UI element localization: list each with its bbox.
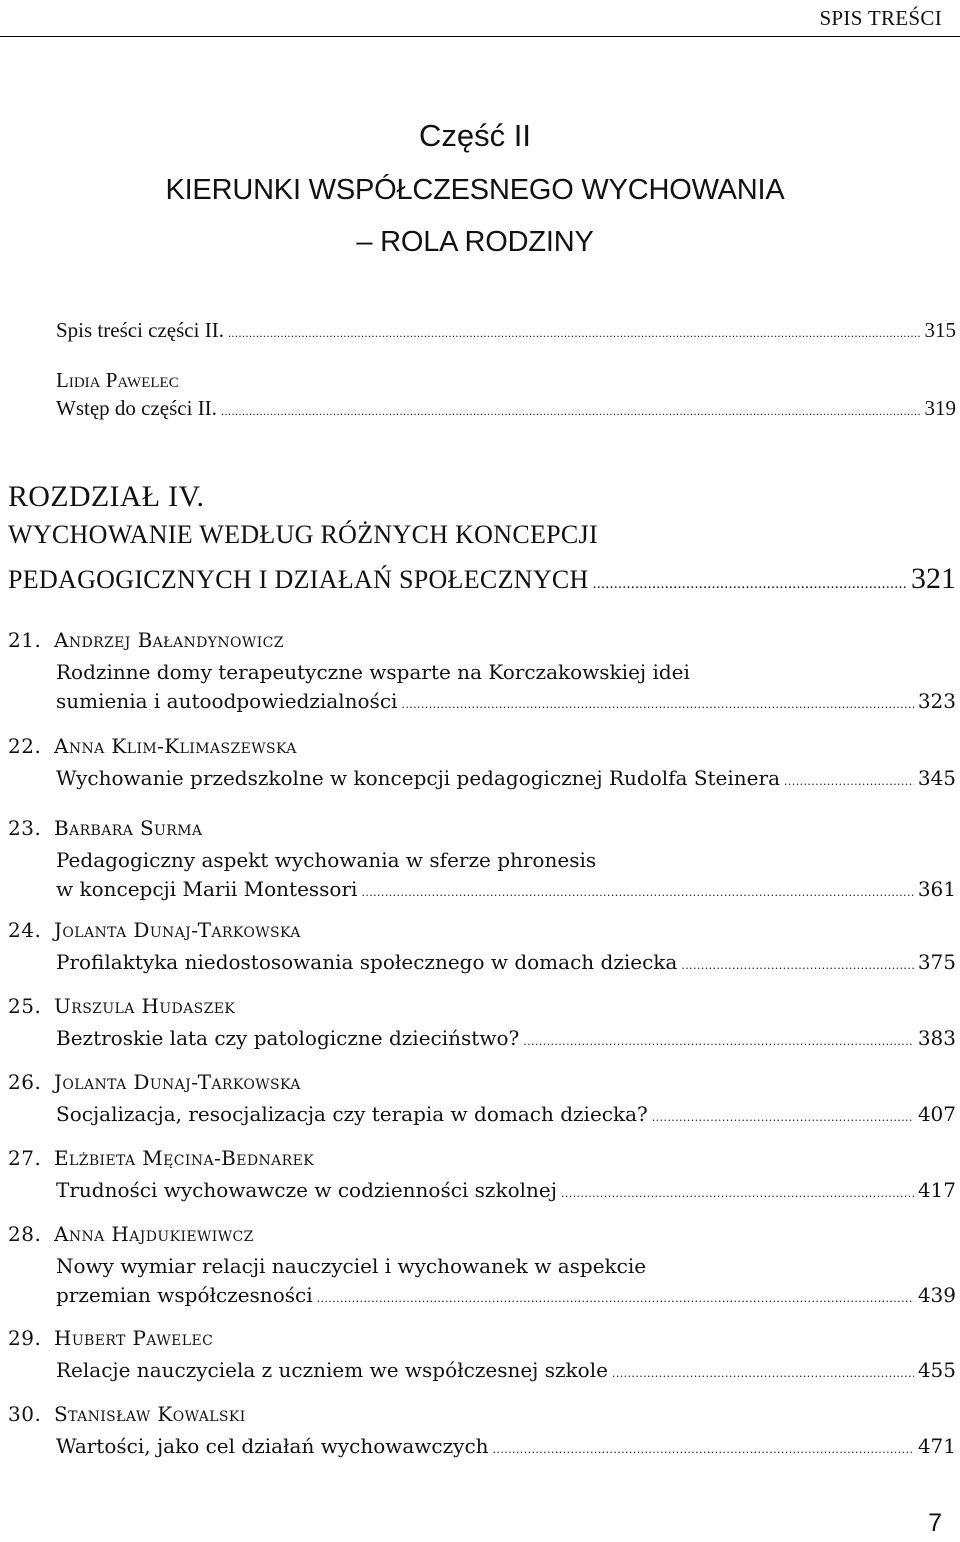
part-title: Część II <box>419 118 531 153</box>
toc-entry[interactable] <box>8 628 956 719</box>
dot-leader <box>784 767 914 796</box>
toc-entry[interactable] <box>8 734 956 796</box>
toc-entry[interactable] <box>8 1146 956 1208</box>
dot-leader <box>681 951 913 980</box>
entry-author-row <box>8 918 956 948</box>
dot-leader <box>593 576 907 593</box>
running-header: SPIS TREŚCI <box>819 6 942 30</box>
entry-title-end: sumienia i autoodpowiedzialności <box>56 689 398 713</box>
intro-author: Lidia Pawelec <box>56 368 179 392</box>
toc-entry-label: Spis treści części II. <box>56 318 224 342</box>
entry-author: Barbara Surma <box>54 816 203 840</box>
entry-title-end: Wartości, jako cel działań wychowawczych <box>56 1434 489 1458</box>
entry-title-end: w koncepcji Marii Montessori <box>56 877 358 901</box>
toc-page-number: 315 <box>924 318 956 342</box>
entry-author: Jolanta Dunaj-Tarkowska <box>54 1070 301 1094</box>
dot-leader <box>401 690 913 719</box>
entry-final-line <box>56 764 956 796</box>
entry-final-line <box>56 875 956 907</box>
entry-number: 22. <box>8 734 42 758</box>
entry-number: 26. <box>8 1070 42 1094</box>
entry-author-row <box>8 1222 956 1252</box>
part-subtitle-line2: – ROLA RODZINY <box>356 226 594 258</box>
chapter-title-line2-row[interactable] <box>8 562 956 596</box>
entry-number: 24. <box>8 918 42 942</box>
entry-author: Urszula Hudaszek <box>54 994 236 1018</box>
entry-page-number: 361 <box>917 877 956 901</box>
entry-number: 21. <box>8 628 42 652</box>
chapter-page-number: 321 <box>911 562 956 595</box>
entry-title-end: Relacje nauczyciela z uczniem we współczesnej szkole <box>56 1358 608 1382</box>
entry-author: Andrzej Bałandynowicz <box>54 628 284 652</box>
entry-author: Jolanta Dunaj-Tarkowska <box>54 918 301 942</box>
entry-page-number: 439 <box>917 1283 956 1307</box>
toc-entry[interactable] <box>8 816 956 907</box>
dot-leader <box>317 1284 914 1313</box>
entry-final-line <box>56 948 956 980</box>
entry-final-line <box>56 1024 956 1056</box>
dot-leader <box>561 1179 914 1208</box>
entry-number: 25. <box>8 994 42 1018</box>
entry-author-row <box>8 1146 956 1176</box>
toc-entry[interactable] <box>8 1070 956 1132</box>
entry-title-end: Socjalizacja, resocjalizacja czy terapia w domach dziecka? <box>56 1102 648 1126</box>
entry-number: 23. <box>8 816 42 840</box>
page-number: 7 <box>928 1509 942 1537</box>
entry-final-line <box>56 1432 956 1464</box>
dot-leader <box>228 326 921 341</box>
entry-title-end: przemian współczesności <box>56 1283 313 1307</box>
dot-leader <box>612 1359 914 1388</box>
entry-title-end: Beztroskie lata czy patologiczne dzieciństwo? <box>56 1026 520 1050</box>
entry-author: Elżbieta Męcina-Bednarek <box>54 1146 315 1170</box>
toc-entry-label: Wstęp do części II. <box>56 396 217 420</box>
entry-title-end: Wychowanie przedszkolne w koncepcji pedagogicznej Rudolfa Steinera <box>56 766 780 790</box>
entry-author-row <box>8 994 956 1024</box>
chapter-number: ROZDZIAŁ IV. <box>8 480 205 513</box>
toc-entry-contents[interactable] <box>56 318 956 343</box>
entry-page-number: 345 <box>917 766 956 790</box>
part-heading <box>0 108 960 268</box>
chapter-title-line2: PEDAGOGICZNYCH I DZIAŁAŃ SPOŁECZNYCH <box>8 565 589 594</box>
entry-page-number: 323 <box>917 689 956 713</box>
toc-entry[interactable] <box>8 994 956 1056</box>
header-rule <box>0 36 960 37</box>
entry-final-line <box>56 687 956 719</box>
toc-page-number: 319 <box>924 396 956 420</box>
entry-author-row <box>8 1402 956 1432</box>
entry-title-line: Pedagogiczny aspekt wychowania w sferze phronesis <box>56 848 597 872</box>
dot-leader <box>493 1435 914 1464</box>
entry-title-line: Nowy wymiar relacji nauczyciel i wychowanek w aspekcie <box>56 1254 647 1278</box>
dot-leader <box>221 404 921 419</box>
dot-leader <box>361 878 913 907</box>
dot-leader <box>652 1103 914 1132</box>
entry-author: Anna Klim-Klimaszewska <box>54 734 297 758</box>
entry-number: 29. <box>8 1326 42 1350</box>
entry-title-line: Rodzinne domy terapeutyczne wsparte na Korczakowskiej idei <box>56 660 690 684</box>
dot-leader <box>523 1027 914 1056</box>
entry-final-line <box>56 1281 956 1313</box>
part-subtitle-line1: KIERUNKI WSPÓŁCZESNEGO WYCHOWANIA <box>165 174 785 206</box>
entry-author-row <box>8 628 956 658</box>
toc-entry[interactable] <box>8 1326 956 1388</box>
entry-number: 30. <box>8 1402 42 1426</box>
entry-page-number: 455 <box>917 1358 956 1382</box>
toc-entry-foreword[interactable] <box>56 396 956 421</box>
entry-page-number: 383 <box>917 1026 956 1050</box>
toc-entry[interactable] <box>8 1222 956 1313</box>
toc-entry[interactable] <box>8 1402 956 1464</box>
entry-page-number: 417 <box>917 1178 956 1202</box>
entry-final-line <box>56 1176 956 1208</box>
entry-author-row <box>8 816 956 846</box>
entry-number: 27. <box>8 1146 42 1170</box>
entry-author: Stanisław Kowalski <box>54 1402 246 1426</box>
entry-title-end: Trudności wychowawcze w codzienności szkolnej <box>56 1178 557 1202</box>
chapter-title-line1: WYCHOWANIE WEDŁUG RÓŻNYCH KONCEPCJI <box>8 520 598 549</box>
toc-entry[interactable] <box>8 918 956 980</box>
entry-page-number: 407 <box>917 1102 956 1126</box>
entry-final-line <box>56 1100 956 1132</box>
entry-author-row <box>8 734 956 764</box>
entry-author: Hubert Pawelec <box>54 1326 214 1350</box>
entry-page-number: 471 <box>917 1434 956 1458</box>
entry-author-row <box>8 1070 956 1100</box>
entry-final-line <box>56 1356 956 1388</box>
entry-title-end: Profilaktyka niedostosowania społecznego w domach dziecka <box>56 950 678 974</box>
entry-page-number: 375 <box>917 950 956 974</box>
entry-author-row <box>8 1326 956 1356</box>
entry-author: Anna Hajdukiewiwcz <box>54 1222 254 1246</box>
entry-number: 28. <box>8 1222 42 1246</box>
